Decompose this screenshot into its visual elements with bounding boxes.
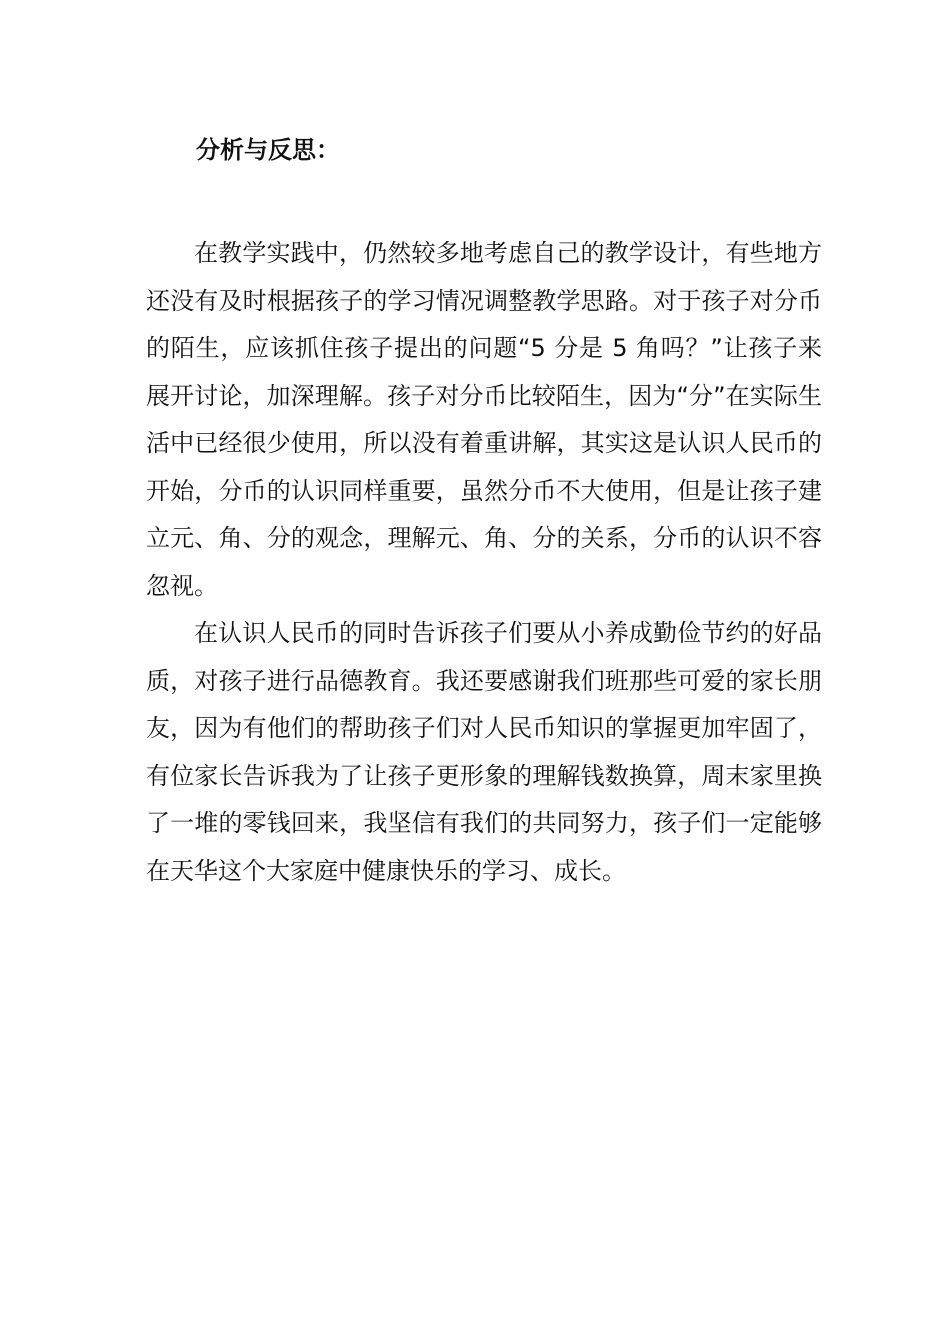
paragraph-gratitude: 在认识人民币的同时告诉孩子们要从小养成勤俭节约的好品质，对孩子进行品德教育。我还要感谢我们班那些可爱的家长朋友，因为有他们的帮助孩子们对人民币知识的掌握更加牢固了，有位家长告诉我为了让孩子更形象的理解钱数换算，周末家里换了一堆的零钱回来，我坚信有我们的共同努力，孩子们一定能够在天华这个大家庭中健康快乐的学习、成长。: [146, 619, 822, 885]
section-heading: 分析与反思：: [196, 136, 340, 164]
paragraph-reflection: 在教学实践中，仍然较多地考虑自己的教学设计，有些地方还没有及时根据孩子的学习情况调整教学思路。对于孩子对分币的陌生，应该抓住孩子提出的问题“5 分是 5 角吗？”让孩子来展开讨论，加深理解。孩子对分币比较陌生，因为“分”在实际生活中已经很少使用，所以没有着重讲解，其实这是认识人民币的开始，分币的认识同样重要，虽然分币不大使用，但是让孩子建立元、角、分的观念，理解元、角、分的关系，分币的认识不容忽视。: [146, 239, 822, 600]
document-body: [146, 230, 822, 895]
